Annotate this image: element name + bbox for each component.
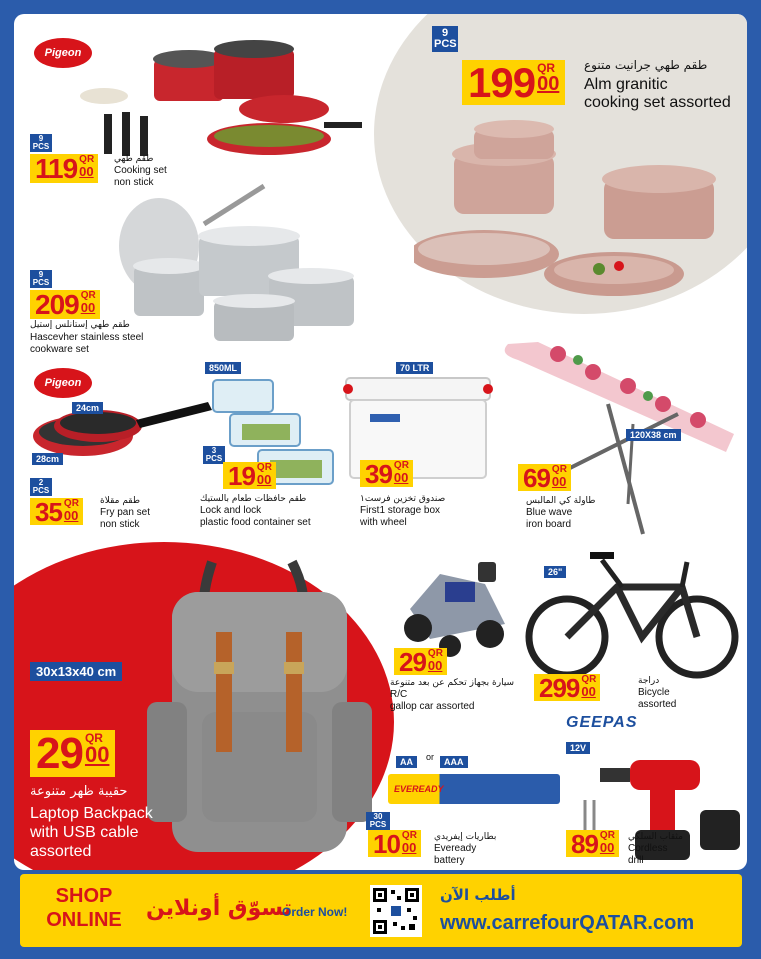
currency-label: QR bbox=[84, 731, 103, 745]
pcs-badge: 9 PCS bbox=[30, 134, 52, 152]
product-name: R/C gallop car assorted bbox=[390, 689, 475, 712]
currency-label: QR bbox=[63, 498, 79, 509]
arabic-name: حقيبة ظهر متنوعة bbox=[30, 784, 128, 799]
currency-label: QR bbox=[80, 290, 96, 301]
price-tag bbox=[30, 730, 115, 777]
shop-online-label: SHOP ONLINE bbox=[46, 885, 122, 931]
bicycle-image bbox=[522, 532, 742, 682]
granite-set-image bbox=[414, 114, 734, 304]
cooking-set-image bbox=[74, 34, 364, 164]
size-label: 70 LTR bbox=[396, 362, 433, 374]
arabic-name: مثقاب السلكي bbox=[628, 832, 683, 842]
price-tag bbox=[534, 674, 600, 701]
pigeon-logo: Pigeon bbox=[34, 38, 92, 68]
price-main: 29 bbox=[399, 647, 426, 677]
order-now-label: Order Now! bbox=[282, 905, 348, 919]
product-name: Eveready battery bbox=[434, 843, 477, 866]
pcs-badge: 2 PCS bbox=[30, 478, 52, 496]
qr-code-icon[interactable] bbox=[370, 885, 422, 937]
arabic-name: صندوق تخزين فرست١ bbox=[360, 494, 446, 504]
product-name: Laptop Backpack with USB cable assorted bbox=[30, 805, 153, 861]
price-main: 299 bbox=[539, 673, 580, 703]
price-tag bbox=[566, 830, 619, 857]
price-decimals: 00 bbox=[63, 508, 79, 523]
arabic-name: سيارة بجهاز تحكم عن بعد متنوعة bbox=[390, 678, 515, 688]
price-decimals: 00 bbox=[401, 840, 417, 855]
pcs-badge: 30 PCS bbox=[366, 812, 390, 830]
price-tag bbox=[223, 462, 276, 489]
pcs-badge: 9 PCS bbox=[30, 270, 52, 288]
price-decimals: 00 bbox=[393, 470, 409, 485]
battery-pack-image bbox=[388, 774, 560, 804]
product-name: Cooking set non stick bbox=[114, 165, 167, 188]
pigeon-logo: Pigeon bbox=[34, 368, 92, 398]
arabic-name: بطاريات إيفريدي bbox=[434, 832, 497, 842]
price-main: 119 bbox=[35, 153, 78, 184]
product-name: Cordless drill bbox=[628, 843, 668, 866]
size-label: 26" bbox=[544, 566, 566, 578]
price-tag bbox=[394, 648, 447, 675]
product-name: Lock and lock plastic food container set bbox=[200, 505, 311, 528]
battery-option-or: or bbox=[426, 752, 435, 762]
pcs-badge: 3 PCS bbox=[203, 446, 225, 464]
currency-label: QR bbox=[256, 462, 272, 473]
currency-label: QR bbox=[393, 460, 409, 471]
currency-label: QR bbox=[79, 154, 95, 165]
shop-online-footer bbox=[20, 874, 742, 947]
product-name: Hascevher stainless steel cookware set bbox=[30, 332, 144, 355]
product-name: Alm granitic cooking set assorted bbox=[584, 76, 731, 112]
price-main: 89 bbox=[571, 829, 598, 859]
price-decimals: 00 bbox=[80, 300, 96, 315]
battery-option-aa: AA bbox=[396, 756, 417, 768]
price-main: 10 bbox=[373, 829, 400, 859]
arabic-name: طقم حافظات طعام بالستيك bbox=[200, 494, 307, 504]
size-label: 24cm bbox=[72, 402, 103, 414]
shop-online-arabic: تسوّق أونلاين bbox=[146, 896, 293, 921]
arabic-name: دراجة bbox=[638, 676, 660, 686]
geepas-logo: GEEPAS bbox=[566, 714, 638, 731]
currency-label: QR bbox=[599, 830, 615, 841]
steel-set-image bbox=[114, 176, 374, 346]
product-name: Bicycle assorted bbox=[638, 687, 677, 710]
arabic-name: طاولة كي المالبس bbox=[526, 496, 596, 506]
product-name: First1 storage box with wheel bbox=[360, 505, 441, 528]
currency-label: QR bbox=[551, 464, 567, 475]
price-tag bbox=[518, 464, 571, 491]
size-label: 30x13x40 cm bbox=[30, 662, 122, 681]
price-decimals: 00 bbox=[79, 164, 94, 179]
price-main: 29 bbox=[36, 729, 83, 778]
arabic-name: طقم طهي إستانلس إستيل bbox=[30, 320, 130, 330]
price-decimals: 00 bbox=[537, 73, 560, 95]
price-tag bbox=[462, 60, 565, 105]
size-label: 28cm bbox=[32, 453, 63, 465]
price-main: 19 bbox=[228, 461, 255, 491]
currency-label: QR bbox=[537, 61, 556, 75]
price-tag bbox=[30, 498, 83, 525]
rc-car-image bbox=[390, 554, 520, 659]
price-decimals: 00 bbox=[427, 658, 443, 673]
price-main: 35 bbox=[35, 497, 62, 527]
backpack-image bbox=[142, 552, 377, 862]
size-label: 850ML bbox=[205, 362, 241, 374]
flyer-page bbox=[14, 14, 747, 870]
price-decimals: 00 bbox=[581, 684, 596, 699]
order-now-arabic: أطلب الآن bbox=[440, 886, 516, 904]
currency-label: QR bbox=[427, 648, 443, 659]
price-tag bbox=[360, 460, 413, 487]
price-tag bbox=[30, 290, 100, 319]
currency-label: QR bbox=[401, 830, 417, 841]
price-decimals: 00 bbox=[84, 742, 110, 767]
price-tag bbox=[30, 154, 98, 183]
product-name: Fry pan set non stick bbox=[100, 507, 151, 530]
product-name: Blue wave iron board bbox=[526, 507, 573, 530]
battery-option-aaa: AAA bbox=[440, 756, 468, 768]
price-decimals: 00 bbox=[256, 472, 272, 487]
size-label: 120X38 cm bbox=[626, 429, 681, 441]
arabic-name: طقم مقلاة bbox=[100, 496, 141, 506]
eveready-logo: EVEREADY bbox=[394, 784, 444, 794]
price-main: 209 bbox=[35, 289, 79, 320]
voltage-label: 12V bbox=[566, 742, 590, 754]
currency-label: QR bbox=[581, 674, 597, 685]
pcs-badge: 9 PCS bbox=[434, 27, 457, 50]
price-decimals: 00 bbox=[599, 840, 615, 855]
price-main: 39 bbox=[365, 459, 392, 489]
arabic-name: طقم طهي bbox=[114, 154, 154, 164]
price-decimals: 00 bbox=[551, 474, 567, 489]
price-tag bbox=[368, 830, 421, 857]
website-link[interactable]: www.carrefourQATAR.com bbox=[440, 912, 695, 934]
arabic-name: طقم طهي جرانيت متنوع bbox=[584, 58, 708, 72]
price-main: 69 bbox=[523, 463, 550, 493]
price-main: 199 bbox=[468, 59, 536, 106]
